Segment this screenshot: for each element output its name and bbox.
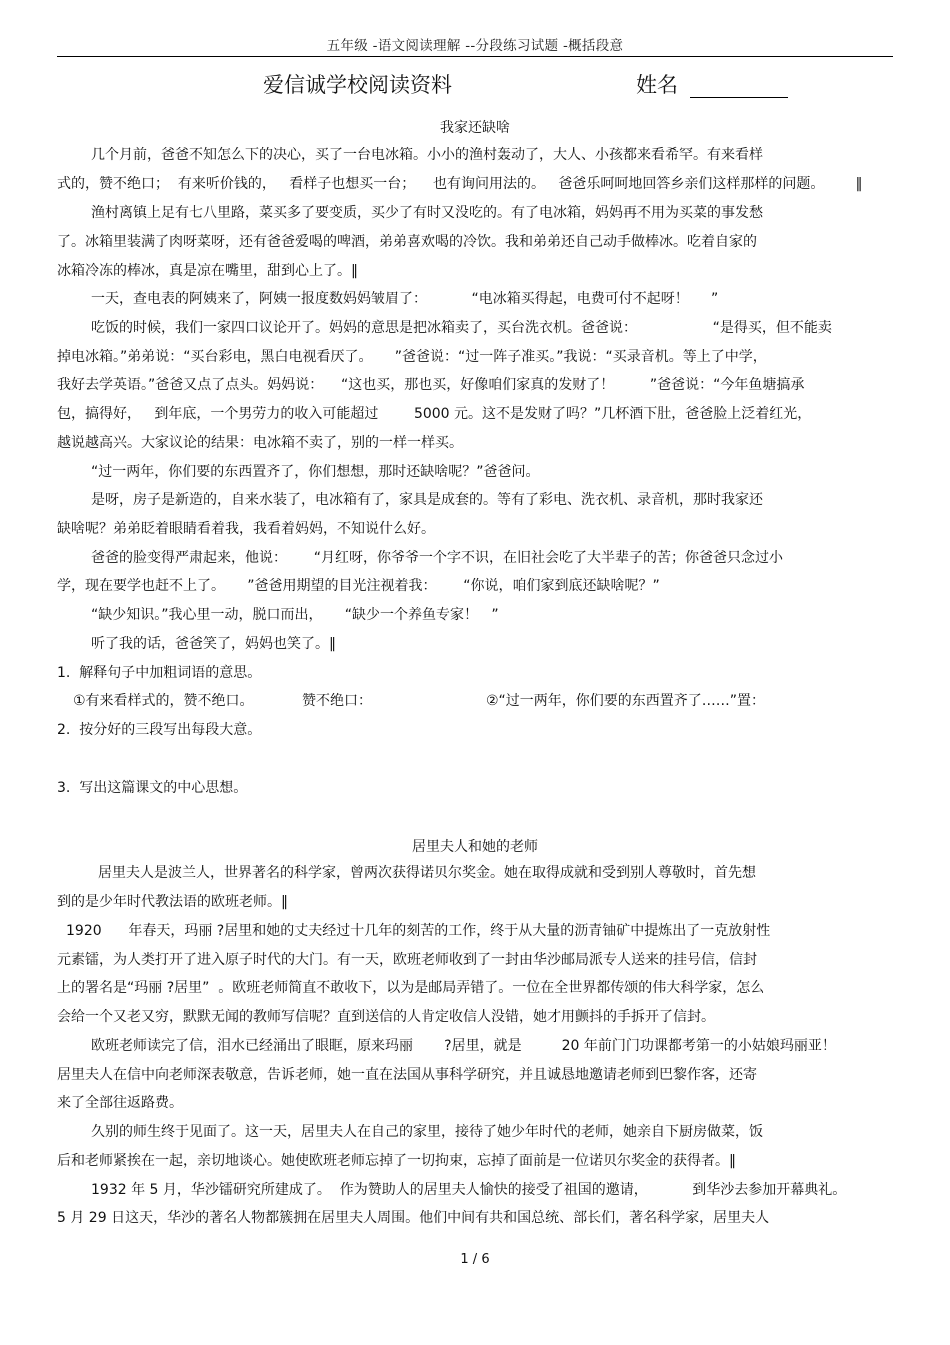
passage1-line: “缺少知识。”我心里一动，脱口而出， “缺少一个养鱼专家！ ”: [91, 607, 499, 623]
page-header: 五年级 -语文阅读理解 --分段练习试题 -概括段意: [326, 38, 624, 54]
passage1-line: 听了我的话，爸爸笑了，妈妈也笑了。‖: [91, 636, 336, 652]
passage2-line: 久别的师生终于见面了。这一天，居里夫人在自己的家里，接待了她少年时代的老师，她亲自下厨房做菜，饭: [91, 1124, 763, 1140]
passage2-title: 居里夫人和她的老师: [412, 839, 538, 855]
passage1-title: 我家还缺啥: [440, 120, 510, 136]
passage1-line: 掉电冰箱。”弟弟说：“买台彩电，黑白电视看厌了。 ”爸爸说：“过一阵子准买。”我说：“买录音机。等上了中学，: [57, 349, 767, 365]
passage1-line: 包，搞得好， 到年底，一个男劳力的收入可能超过 5000 元。这不是发财了吗？”几杯酒下肚，爸爸脸上泛着红光，: [57, 406, 812, 422]
question-1-item-1: ①有来看样式的，赞不绝口。: [73, 693, 254, 709]
passage1-line: 一天，查电表的阿姨来了，阿姨一报度数妈妈皱眉了： “电冰箱买得起，电费可付不起呀！ ”: [91, 291, 719, 307]
question-1-item-1-word: 赞不绝口：: [302, 693, 372, 709]
name-label: 姓名: [636, 73, 678, 97]
passage2-line: 后和老师紧挨在一起，亲切地谈心。她使欧班老师忘掉了一切拘束，忘掉了面前是一位诺贝尔奖金的获得者。‖: [57, 1153, 736, 1169]
passage2-line: 会给一个又老又穷，默默无闻的教师写信呢？直到送信的人肯定收信人没错，她才用颤抖的手拆开了信封。: [57, 1009, 715, 1025]
question-1-item-2: ②“过一两年，你们要的东西置齐了……”置：: [486, 693, 766, 709]
passage2-line: 来了全部往返路费。: [57, 1095, 183, 1111]
passage1-line: 冰箱冷冻的棒冰，真是凉在嘴里，甜到心上了。‖: [57, 263, 358, 279]
header-rule: [57, 56, 893, 57]
passage1-line: “过一两年，你们要的东西置齐了，你们想想，那时还缺啥呢？”爸爸问。: [91, 464, 540, 480]
school-title: 爱信诚学校阅读资料: [263, 73, 452, 97]
passage1-line: 我好去学英语。”爸爸又点了点头。妈妈说： “这也买，那也买，好像咱们家真的发财了！ ”爸爸说：“今年鱼塘搞承: [57, 377, 805, 393]
name-blank-line: [690, 97, 788, 98]
page-number: 1 / 6: [460, 1252, 490, 1267]
passage1-line: 了。冰箱里装满了肉呀菜呀，还有爸爸爱喝的啤酒，弟弟喜欢喝的冷饮。我和弟弟还自己动手做棒冰。吃着自家的: [57, 234, 757, 250]
passage2-line: 居里夫人在信中向老师深表敬意，告诉老师，她一直在法国从事科学研究，并且诚恳地邀请老师到巴黎作客，还寄: [57, 1067, 757, 1083]
passage1-line: 渔村离镇上足有七八里路，菜买多了要变质，买少了有时又没吃的。有了电冰箱，妈妈再不用为买菜的事发愁: [91, 205, 763, 221]
passage1-line: 缺啥呢？弟弟眨着眼睛看着我，我看着妈妈，不知说什么好。: [57, 521, 435, 537]
passage1-line: 越说越高兴。大家议论的结果：电冰箱不卖了，别的一样一样买。: [57, 435, 463, 451]
passage2-line: 到的是少年时代教法语的欧班老师。‖: [57, 894, 288, 910]
passage2-line: 上的署名是“玛丽 ?居里” 。欧班老师简直不敢收下，以为是邮局弄错了。一位在全世界都传颂的伟大科学家，怎么: [57, 980, 765, 996]
passage2-line: 元素镭，为人类打开了进入原子时代的大门。有一天，欧班老师收到了一封由华沙邮局派专人送来的挂号信，信封: [57, 952, 757, 968]
passage2-line: 1932 年 5 月，华沙镭研究所建成了。 作为赞助人的居里夫人愉快的接受了祖国的邀请， 到华沙去参加开幕典礼。: [91, 1182, 847, 1198]
passage2-line: 居里夫人是波兰人，世界著名的科学家，曾两次获得诺贝尔奖金。她在取得成就和受到别人尊敬时，首先想: [98, 865, 756, 881]
passage1-line: 几个月前，爸爸不知怎么下的决心，买了一台电冰箱。小小的渔村轰动了，大人、小孩都来看希罕。有来看样: [91, 147, 763, 163]
passage2-line: 欧班老师读完了信，泪水已经涌出了眼眶，原来玛丽 ?居里，就是 20 年前门门功课都考第一的小姑娘玛丽亚！: [91, 1038, 836, 1054]
passage1-line: 爸爸的脸变得严肃起来，他说： “月红呀，你爷爷一个字不识，在旧社会吃了大半辈子的苦；你爸爸只念过小: [91, 550, 783, 566]
passage1-line: 吃饭的时候，我们一家四口议论开了。妈妈的意思是把冰箱卖了，买台洗衣机。爸爸说： “是得买，但不能卖: [91, 320, 832, 336]
passage2-line: 5 月 29 日这天，华沙的著名人物都簇拥在居里夫人周围。他们中间有共和国总统、部长们，著名科学家，居里夫人: [57, 1210, 770, 1226]
passage1-line: 学，现在要学也赶不上了。 ”爸爸用期望的目光注视着我： “你说，咱们家到底还缺啥呢？”: [57, 578, 660, 594]
passage1-line: 式的，赞不绝口； 有来听价钱的， 看样子也想买一台； 也有询问用法的。 爸爸乐呵呵地回答乡亲们这样那样的问题。 ‖: [57, 176, 863, 192]
passage2-line: 1920 年春天，玛丽 ?居里和她的丈夫经过十几年的刻苦的工作，终于从大量的沥青铀矿中提炼出了一克放射性: [66, 923, 771, 939]
question-2: 2. 按分好的三段写出每段大意。: [57, 722, 262, 738]
passage1-line: 是呀，房子是新造的，自来水装了，电冰箱有了，家具是成套的。等有了彩电、洗衣机、录音机，那时我家还: [91, 492, 763, 508]
question-1: 1. 解释句子中加粗词语的意思。: [57, 665, 262, 681]
question-3: 3. 写出这篇课文的中心思想。: [57, 780, 248, 796]
